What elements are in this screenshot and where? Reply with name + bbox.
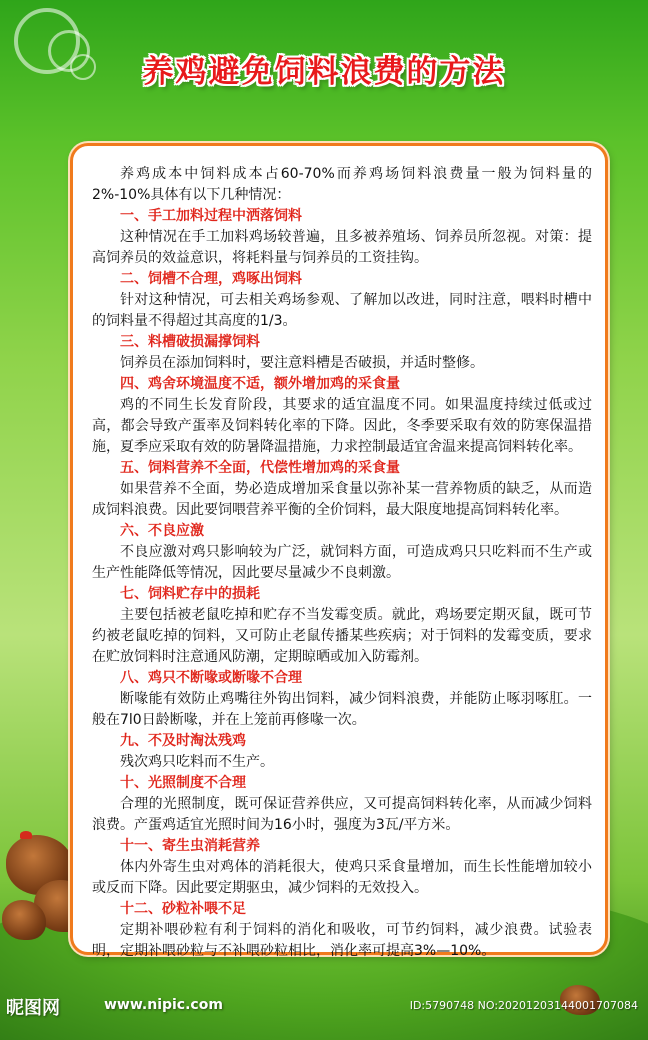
section-heading: 四、鸡舍环境温度不适，额外增加鸡的采食量: [120, 376, 400, 392]
section-body: 针对这种情况，可去相关鸡场参观、了解加以改进，同时注意，喂料时槽中的饲料量不得超过其高度的1/3。: [92, 292, 592, 329]
section-body: 定期补喂砂粒有利于饲料的消化和吸收，可节约饲料，减少浪费。试验表明，定期补喂砂粒与不补喂砂粒相比，消化率可提高3%—10%。: [92, 922, 592, 959]
section-heading: 一、手工加料过程中洒落饲料: [120, 208, 302, 224]
section-heading: 六、不良应激: [120, 523, 204, 539]
watermark-logo: 昵图网: [6, 998, 60, 1019]
section-body: 饲养员在添加饲料时，要注意料槽是否破损，并适时整修。: [120, 355, 484, 371]
section-body: 体内外寄生虫对鸡体的消耗很大，使鸡只采食量增加，而生长性能增加较小或反而下降。因此要定期驱虫，减少饲料的无效投入。: [92, 859, 592, 896]
section-heading: 七、饲料贮存中的损耗: [120, 586, 260, 602]
section-heading: 十、光照制度不合理: [120, 775, 246, 791]
section-body: 鸡的不同生长发育阶段，其要求的适宜温度不同。如果温度持续过低或过高，都会导致产蛋率及饲料转化率的下降。因此，冬季要采取有效的防寒保温措施，夏季应采取有效的防暑降温措施，力求控制最适宜舍温来提高饲料转化率。: [92, 397, 592, 455]
section-body: 断喙能有效防止鸡嘴往外钩出饲料，减少饲料浪费，并能防止啄羽啄肛。一般在7l0日龄断喙，并在上笼前再修喙一次。: [92, 691, 592, 728]
section-body: 这种情况在手工加料鸡场较普遍，且多被养殖场、饲养员所忽视。对策：提高饲养员的效益意识，将耗料量与饲养员的工资挂钩。: [92, 229, 592, 266]
section-heading: 五、饲料营养不全面，代偿性增加鸡的采食量: [120, 460, 400, 476]
section-heading: 八、鸡只不断喙或断喙不合理: [120, 670, 302, 686]
section-heading: 十二、砂粒补喂不足: [120, 901, 246, 917]
watermark-id: ID:5790748 NO:20201203144001707084: [409, 999, 638, 1012]
watermark-url: www.nipic.com: [104, 997, 223, 1013]
section-heading: 三、料槽破损漏撑饲料: [120, 334, 260, 350]
sections-list: [92, 206, 592, 962]
section-body: 如果营养不全面，势必造成增加采食量以弥补某一营养物质的缺乏，从而造成饲料浪费。因此要饲喂营养平衡的全价饲料，最大限度地提高饲料转化率。: [92, 481, 592, 518]
article-content: [92, 164, 592, 962]
section-body: 合理的光照制度，既可保证营养供应，又可提高饲料转化率，从而减少饲料浪费。产蛋鸡适宜光照时间为16小时，强度为3瓦/平方米。: [92, 796, 592, 833]
section-body: 不良应激对鸡只影响较为广泛，就饲料方面，可造成鸡只只吃料而不生产或生产性能降低等情况，因此要尽量减少不良刺激。: [92, 544, 592, 581]
poster-title: 养鸡避免饲料浪费的方法: [142, 54, 506, 90]
chicken-illustration: [2, 900, 46, 940]
intro-text: 养鸡成本中饲料成本占60-70%而养鸡场饲料浪费量一般为饲料量的2%-10%具体有以下几种情况：: [92, 166, 592, 203]
section-heading: 二、饲槽不合理，鸡啄出饲料: [120, 271, 302, 287]
section-heading: 十一、寄生虫消耗营养: [120, 838, 260, 854]
section-body: 残次鸡只吃料而不生产。: [120, 754, 274, 770]
section-body: 主要包括被老鼠吃掉和贮存不当发霉变质。就此，鸡场要定期灭鼠，既可节约被老鼠吃掉的饲料，又可防止老鼠传播某些疾病；对于饲料的发霉变质，要求在贮放饲料时注意通风防潮，定期晾晒或加入防霉剂。: [92, 607, 592, 665]
section-heading: 九、不及时淘汰残鸡: [120, 733, 246, 749]
